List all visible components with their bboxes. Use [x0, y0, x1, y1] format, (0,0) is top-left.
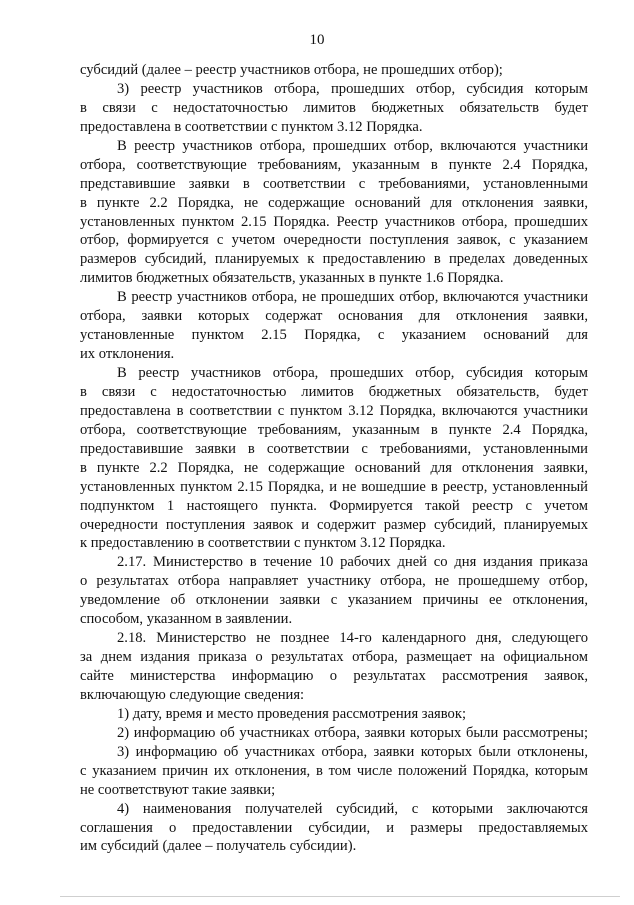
text-line: их отклонения. — [80, 346, 175, 363]
text-line: представившие заявки в соответствии с требованиями, установленными — [80, 175, 588, 192]
text-line: в связи с недостаточностью лимитов бюджетных обязательств будет — [80, 99, 588, 116]
text-line: к предоставлению в соответствии с пунктом 3.12 Порядка. — [80, 535, 446, 552]
text-line: способом, указанном в заявлении. — [80, 611, 293, 628]
text-line: отбора, соответствующие требованиям, указанным в пункте 2.4 Порядка, — [80, 421, 588, 438]
text-line: за днем издания приказа о результатах отбора, размещает на официальном — [80, 649, 588, 666]
scan-bottom-edge — [60, 896, 620, 897]
text-line: лимитов бюджетных обязательств, указанных в пункте 1.6 Порядка. — [80, 270, 504, 287]
text-line: с указанием причин их отклонения, в том числе положений Порядка, которым — [80, 762, 588, 779]
text-line: 2.18. Министерство не позднее 14-го календарного дня, следующего — [117, 630, 588, 647]
text-line: не соответствуют такие заявки; — [80, 781, 276, 798]
text-line: предоставившие заявки в соответствии с требованиями, установленными — [80, 440, 588, 457]
page-number: 10 — [309, 32, 325, 48]
text-line: уведомление об отклонении заявки с указанием причины ее отклонения, — [80, 592, 588, 609]
text-line: установленных пунктом 2.15 Порядка, и не вошедшие в реестр, установленный — [80, 478, 588, 495]
text-line: отбора, соответствующие требованиям, указанным в пункте 2.4 Порядка, — [80, 156, 588, 173]
text-line: 3) реестр участников отбора, прошедших отбор, субсидия которым — [117, 80, 588, 97]
text-line: им субсидий (далее – получатель субсидии). — [80, 838, 357, 855]
text-line: предоставлена в соответствии с пунктом 3.12 Порядка, включаются участники — [80, 402, 588, 419]
text-line: установленных пунктом 2.15 Порядка. Реестр участников отбора, прошедших — [80, 213, 588, 230]
text-line: установленные пунктом 2.15 Порядка, с указанием оснований для — [80, 327, 588, 344]
text-line: отбора, заявки которых содержат основания для отклонения заявки, — [80, 308, 588, 325]
text-line: предоставлена в соответствии с пунктом 3.12 Порядка. — [80, 118, 423, 135]
text-line: размеров субсидий, планируемых к предоставлению в пределах доведенных — [80, 251, 588, 268]
text-line: в связи с недостаточностью лимитов бюджетных обязательств, будет — [80, 383, 588, 400]
text-line: В реестр участников отбора, прошедших отбор, субсидия которым — [117, 365, 588, 381]
text-line: подпунктом 1 настоящего пункта. Формируется такой реестр с учетом — [80, 497, 588, 514]
document-body — [80, 61, 588, 856]
text-line: 3) информацию об участниках отбора, заявки которых были отклонены, — [117, 743, 588, 760]
text-line: о результатах отбора направляет участнику отбора, не прошедшему отбор, — [80, 573, 588, 590]
text-line: соглашения о предоставлении субсидии, и размеры предоставляемых — [80, 819, 588, 836]
text-line: 1) дату, время и место проведения рассмотрения заявок; — [117, 705, 466, 722]
text-line: В реестр участников отбора, не прошедших отбор, включаются участники — [117, 289, 588, 306]
text-line: 2) информацию об участниках отбора, заявки которых были рассмотрены; — [117, 724, 588, 741]
text-line: в пункте 2.2 Порядка, не содержащие оснований для отклонения заявки, — [80, 194, 588, 211]
text-line: 4) наименования получателей субсидий, с которыми заключаются — [117, 800, 588, 817]
text-line: очередности поступления заявок и содержит размер субсидий, планируемых — [80, 516, 588, 533]
text-line: В реестр участников отбора, прошедших отбор, включаются участники — [117, 137, 588, 154]
text-line: субсидий (далее – реестр участников отбора, не прошедших отбор); — [80, 62, 503, 78]
text-line: сайте министерства информацию о результатах рассмотрения заявок, — [80, 668, 588, 684]
text-line: 2.17. Министерство в течение 10 рабочих дней со дня издания приказа — [117, 554, 588, 571]
text-line: отбор, формируется с учетом очередности поступления заявок, с указанием — [80, 232, 588, 249]
text-line: в пункте 2.2 Порядка, не содержащие оснований для отклонения заявки, — [80, 459, 588, 476]
text-line: включающую следующие сведения: — [80, 686, 305, 703]
